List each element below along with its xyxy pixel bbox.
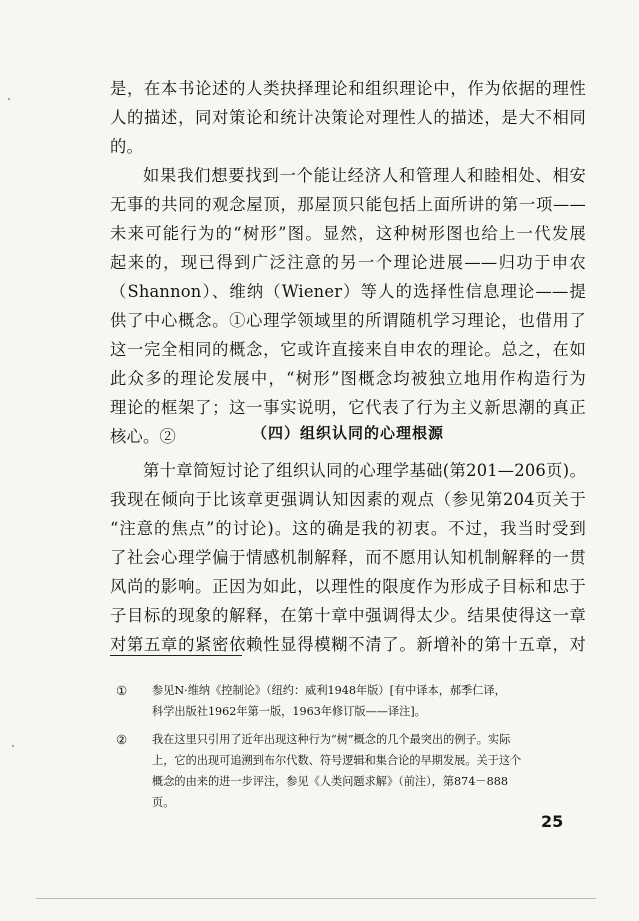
footnote-mark: ① [116,683,128,698]
text-line: （Shannon）、维纳（Wiener）等人的选择性信息理论——提 [110,282,586,301]
text-line: 第十章简短讨论了组织认同的心理学基础(第201—206页)。 [143,461,586,480]
text-line: 供了中心概念。①心理学领域里的所谓随机学习理论，也借用了 [110,311,586,330]
footnote-line: 科学出版社1962年第一版，1963年修订版——译注]。 [152,705,426,718]
text-line: 我现在倾向于比该章更强调认知因素的观点（参见第204页关于 [110,490,586,509]
paragraph-2 [110,161,586,451]
text-line: 了社会心理学偏于情感机制解释，而不愿用认知机制解释的一贯 [110,548,586,567]
text-line: 未来可能行为的“树形”图。显然，这种树形图也给上一代发展 [110,224,586,243]
text-line: 的。 [110,137,143,156]
text-line: 对第五章的紧密依赖性显得模糊不清了。新增补的第十五章，对 [110,635,586,654]
text-line: 风尚的影响。正因为如此，以理性的限度作为形成子目标和忠于 [110,577,586,596]
footnote-mark: ② [116,732,128,747]
text-line: 子目标的现象的解释，在第十章中强调得太少。结果使得这一章 [110,606,586,625]
text-line: 此众多的理论发展中，“树形”图概念均被独立地用作构造行为 [110,369,586,388]
text-line: 如果我们想要找到一个能让经济人和管理人和睦相处、相安 [143,166,586,185]
footnotes [112,680,582,820]
scan-speck [8,98,10,100]
footnote-line: 概念的由来的进一步评注，参见《人类问题求解》（前注），第874－888 [152,775,508,788]
text-line: 无事的共同的观念屋顶，那屋顶只能包括上面所讲的第一项—— [110,195,586,214]
page-number: 25 [541,812,564,831]
paragraph-3 [110,456,586,659]
main-text-block [110,74,586,451]
footnote-2 [112,729,582,813]
text-line: 是，在本书论述的人类抉择理论和组织理论中，作为依据的理性 [110,79,586,98]
scan-speck [12,745,14,747]
paragraph-1 [110,74,586,161]
footnote-1 [112,680,582,722]
section-heading: （四）组织认同的心理根源 [251,424,444,442]
text-line: 人的描述，同对策论和统计决策论对理性人的描述，是大不相同 [110,108,586,127]
footnote-line: 页。 [152,796,175,809]
footnote-divider [110,655,242,656]
footnote-line: 上，它的出现可追溯到布尔代数、符号逻辑和集合论的早期发展。关于这个 [152,754,522,767]
scan-edge-line [36,898,596,899]
text-line: 这一完全相同的概念，它或许直接来自申农的理论。总之，在如 [110,340,586,359]
footnote-line: 参见N·维纳《控制论》（纽约：威利1948年版）[有中译本，郝季仁译， [152,684,506,697]
text-line: “注意的焦点”的讨论)。这的确是我的初衷。不过，我当时受到 [110,519,586,538]
text-line: 理论的框架了；这一事实说明，它代表了行为主义新思潮的真正 [110,398,586,417]
footnote-line: 我在这里只引用了近年出现这种行为“树”概念的几个最突出的例子。实际 [152,733,511,746]
text-line: 核心。② [110,427,176,446]
text-line: 起来的，现已得到广泛注意的另一个理论进展——归功于申农 [110,253,586,272]
